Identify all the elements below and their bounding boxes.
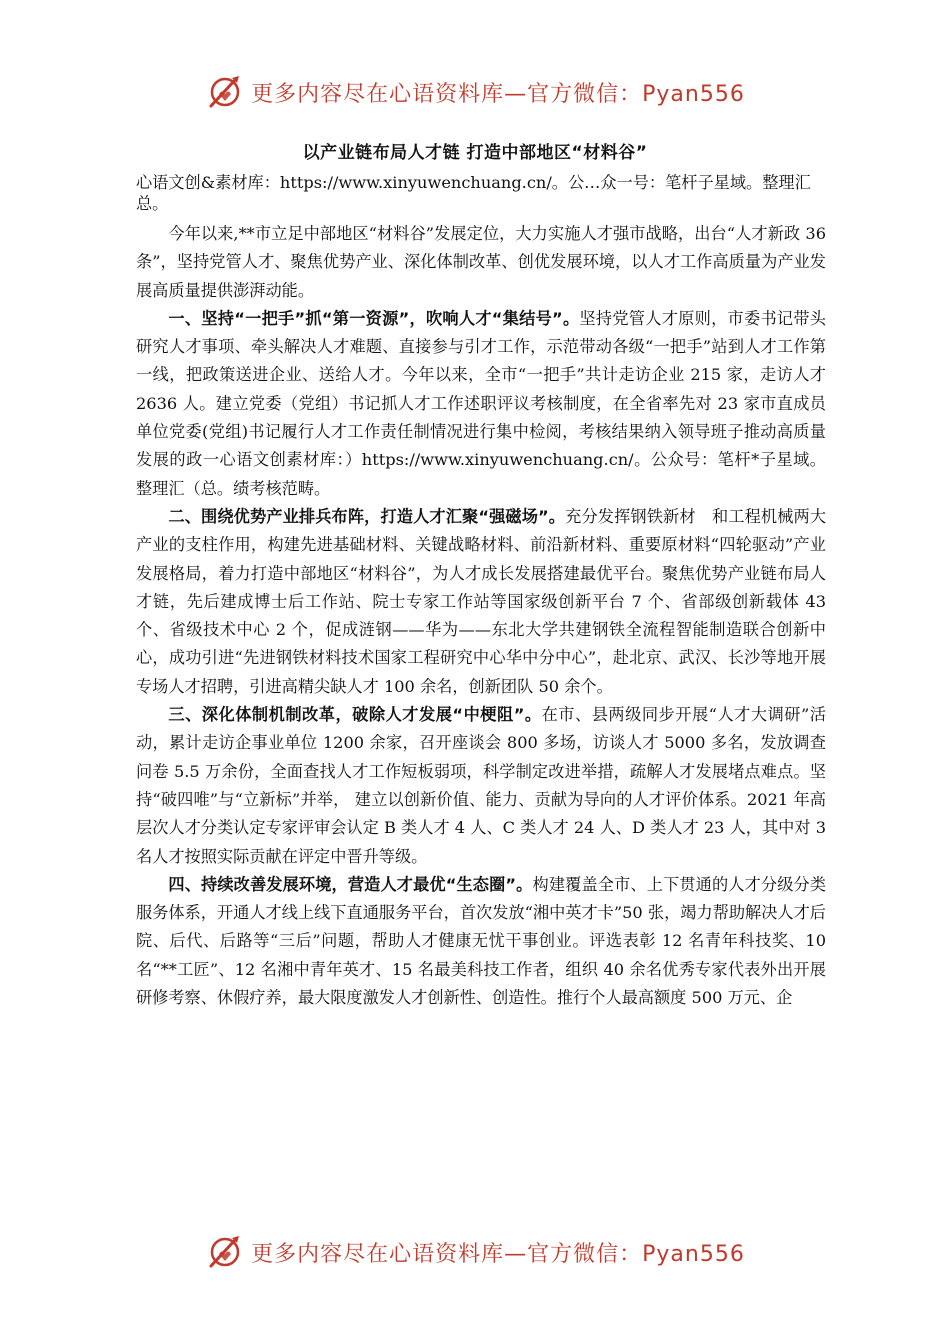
document-body — [136, 172, 826, 1012]
paragraph-section-3 — [136, 701, 826, 871]
paragraph-body: 在市、县两级同步开展“人才大调研”活动，累计走访企事业单位 1200 余家，召开座谈会 800 多场，访谈人才 5000 多名，发放调查问卷 5.5 万余份，全面查找人才工作短板弱项，科学制定改进举措，疏解人才发展堵点难点。坚持“破四唯”与“立新标”并举， 建立以创新价值、能力、贡献为导向的人才评价体系。2021 年高层次人才分类认定专家评审会认定 B 类人才 4 人、C 类人才 24 人、D 类人才 23 人，其中对 3 名人才按照实际贡献在评定中晋升等级。 — [136, 705, 826, 866]
watermark-header — [0, 72, 950, 112]
section-heading: 三、深化体制机制改革，破除人才发展“中梗阻”。 — [168, 705, 542, 725]
paragraph-body: 构建覆盖全市、上下贯通的人才分级分类服务体系，开通人才线上线下直通服务平台，首次发放“湘中英才卡”50 张，竭力帮助解决人才后院、后代、后路等“三后”问题，帮助人才健康无忧干事创业。评选表彰 12 名青年科技奖、10 名“**工匠”、12 名湘中青年英才、15 名最美科技工作者，组织 40 余名优秀专家代表外出开展研修考察、休假疗养，最大限度激发人才创新性、创造性。推行个人最高额度 500 万元、企 — [136, 874, 827, 1008]
paragraph-section-1 — [136, 305, 826, 503]
section-heading: 一、坚持“一把手”抓“第一资源”，吹响人才“集结号”。 — [168, 308, 580, 328]
paragraph-section-4 — [136, 871, 826, 1012]
paragraph-intro — [136, 220, 826, 305]
watermark-text: 更多内容尽在心语资料库—官方微信：Pyan556 — [251, 81, 745, 107]
section-heading: 四、持续改善发展环境，营造人才最优“生态圈”。 — [168, 874, 533, 894]
watermark-footer — [0, 1232, 950, 1272]
paragraph-body: 坚持党管人才原则，市委书记带头研究人才事项、牵头解决人才难题、直接参与引才工作，示范带动各级“一把手”站到人才工作第一线，把政策送进企业、送给人才。今年以来，全市“一把手”共计走访企业 215 家，走访人才 2636 人。建立党委（党组）书记抓人才工作述职评议考核制度，在全省率先对 23 家市直成员单位党委(党组)书记履行人才工作责任制情况进行集中检阅，考核结果纳入领导班子推动高质量发展的政一心语文创素材库：）https://www.xinyuwenchuang.cn/。公众号：笔杆*子星域。整理汇（总。绩考核范畴。 — [136, 308, 826, 498]
paragraph-body: 充分发挥钢铁新材 和工程机械两大产业的支柱作用，构建先进基础材料、关键战略材料、前沿新材料、重要原材料“四轮驱动”产业发展格局，着力打造中部地区“材料谷”，为人才成长发展搭建最优平台。聚焦优势产业链布局人才链，先后建成博士后工作站、院士专家工作站等国家级创新平台 7 个、省部级创新载体 43 个、省级技术中心 2 个，促成涟钢——华为——东北大学共建钢铁全流程智能制造联合创新中心，成功引进“先进钢铁材料技术国家工程研究中心华中分中心”，赴北京、武汉、长沙等地开展专场人才招聘，引进高精尖缺人才 100 余名，创新团队 50 余个。 — [136, 506, 827, 696]
section-heading: 二、围绕优势产业排兵布阵，打造人才汇聚“强磁场”。 — [168, 506, 566, 526]
paragraph-body: 今年以来,**市立足中部地区“材料谷”发展定位，大力实施人才强市战略，出台“人才新政 36 条”，坚持党管人才、聚焦优势产业、深化体制改革、创优发展环境，以人才工作高质量为产业发展高质量提供澎湃动能。 — [136, 224, 826, 300]
source-line: 心语文创&素材库：https://www.xinyuwenchuang.cn/。公…众一号：笔杆子星域。整理汇总。 — [136, 173, 811, 213]
document-title: 以产业链布局人才链 打造中部地区“材料谷” — [302, 143, 648, 163]
pen-heart-logo-icon — [205, 1232, 245, 1272]
watermark-text: 更多内容尽在心语资料库—官方微信：Pyan556 — [251, 1241, 745, 1267]
pen-heart-logo-icon — [205, 72, 245, 112]
paragraph-section-2 — [136, 503, 826, 701]
